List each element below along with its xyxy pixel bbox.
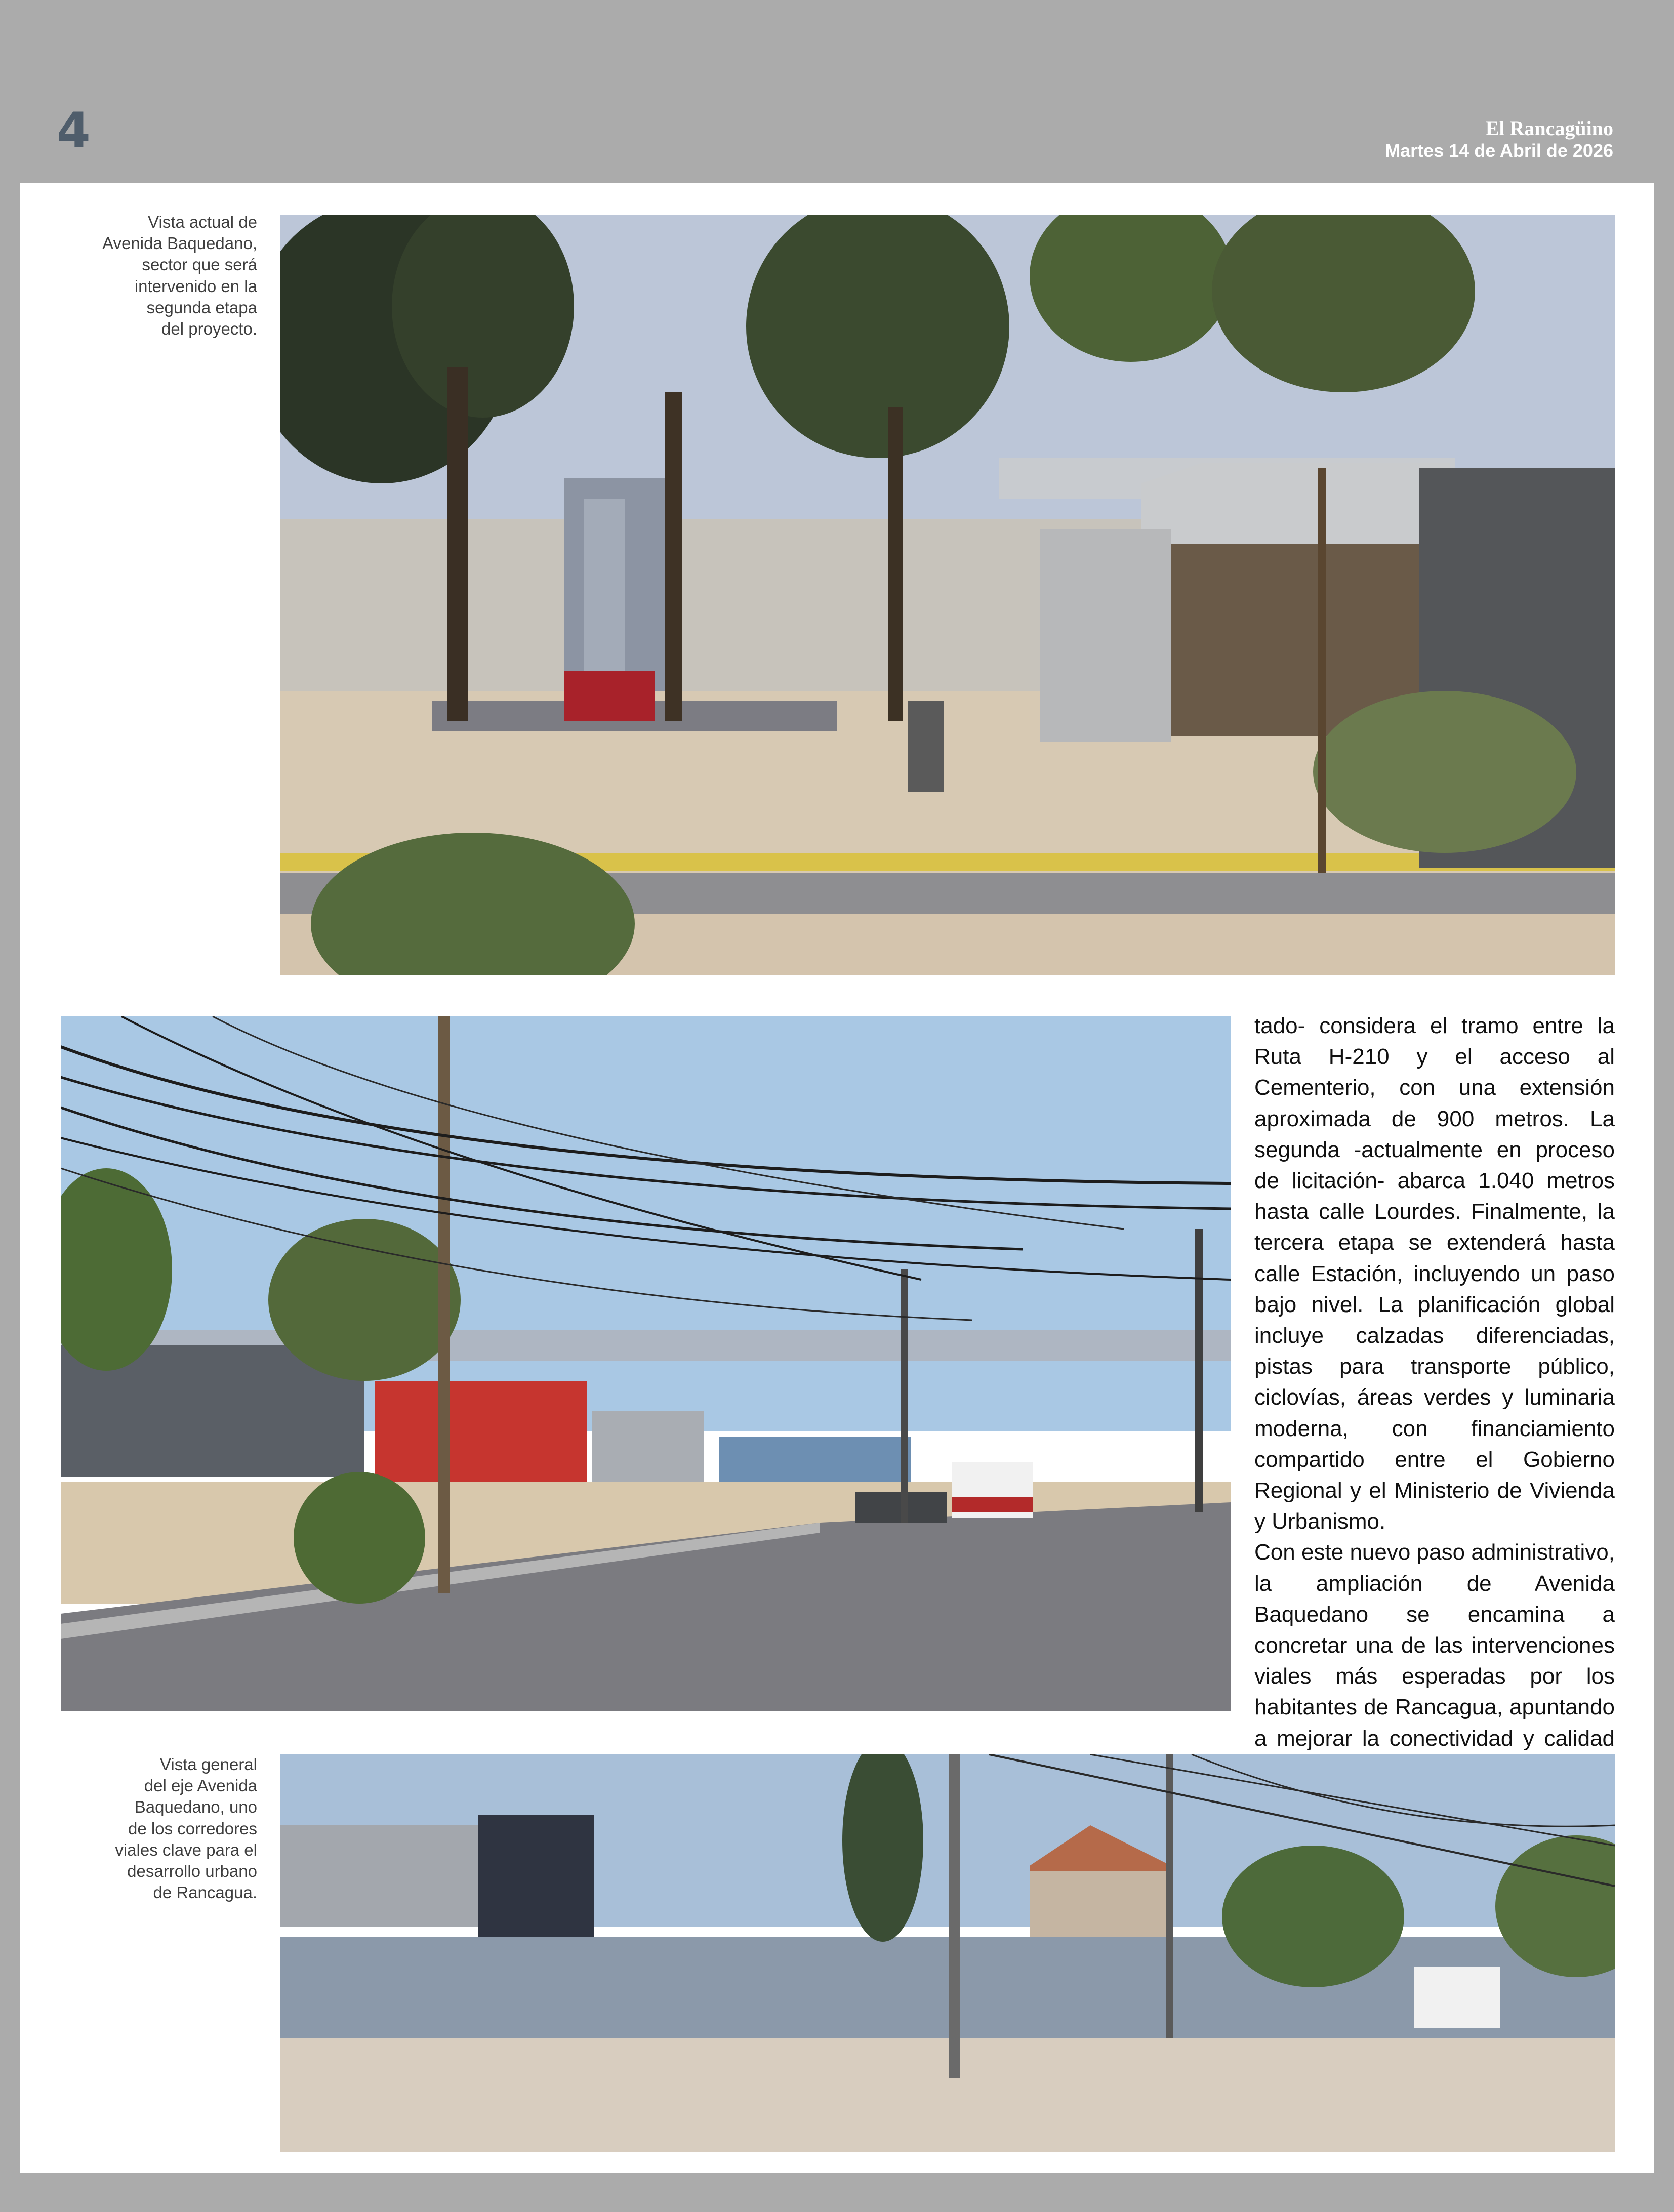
photo-caption-top <box>61 212 257 340</box>
issue-date: Martes 14 de Abril de 2026 <box>1385 140 1613 161</box>
masthead <box>1385 117 1613 161</box>
photo-avenida-fence <box>280 1754 1615 2152</box>
photo-avenida-trees <box>280 215 1615 975</box>
caption-line: Avenida Baquedano, <box>102 234 257 253</box>
newspaper-name: El Rancagüino <box>1485 117 1613 140</box>
article-body <box>1254 1010 1615 1816</box>
caption-line: segunda etapa <box>146 298 257 317</box>
caption-line: de los corredores <box>128 1819 257 1838</box>
caption-line: del proyecto. <box>161 319 257 339</box>
caption-line: de Rancagua. <box>153 1883 257 1902</box>
caption-line: Baquedano, uno <box>134 1797 257 1817</box>
caption-line: sector que será <box>142 255 257 274</box>
caption-line: del eje Avenida <box>144 1776 257 1795</box>
photo-caption-bottom <box>61 1754 257 1904</box>
caption-line: desarrollo urbano <box>127 1862 257 1881</box>
caption-line: Vista actual de <box>148 213 257 231</box>
article-paragraph: Con este nuevo paso administrativo, la ampliación de Avenida Baquedano se encamina a concretar una de las intervenciones viales más esperadas por los habitantes de Rancagua, apuntando a mejorar la conectividad y calidad <box>1254 1540 1615 1751</box>
caption-line: Vista general <box>159 1755 257 1774</box>
page-number: 4 <box>57 102 91 159</box>
photo-avenida-wires <box>61 1016 1231 1711</box>
article-paragraph: tado- considera el tramo entre la Ruta H-210 y el acceso al Cementerio, con una extensión aproximada de 900 metros. La segunda -actualmente en proceso de licitación- abarca 1.040 metros hasta calle Lourdes. Finalmente, la tercera etapa se extenderá hasta calle Estación, incluyendo un paso bajo nivel. La planificación global incluye calzadas diferenciadas, pistas para transporte público, ciclovías, áreas verdes y luminaria moderna, con financiamiento compartido entre el Gobierno Regional y el Ministerio de Vivienda y Urbanismo. <box>1254 1013 1615 1534</box>
caption-line: intervenido en la <box>134 276 257 296</box>
caption-line: viales clave para el <box>115 1840 257 1859</box>
